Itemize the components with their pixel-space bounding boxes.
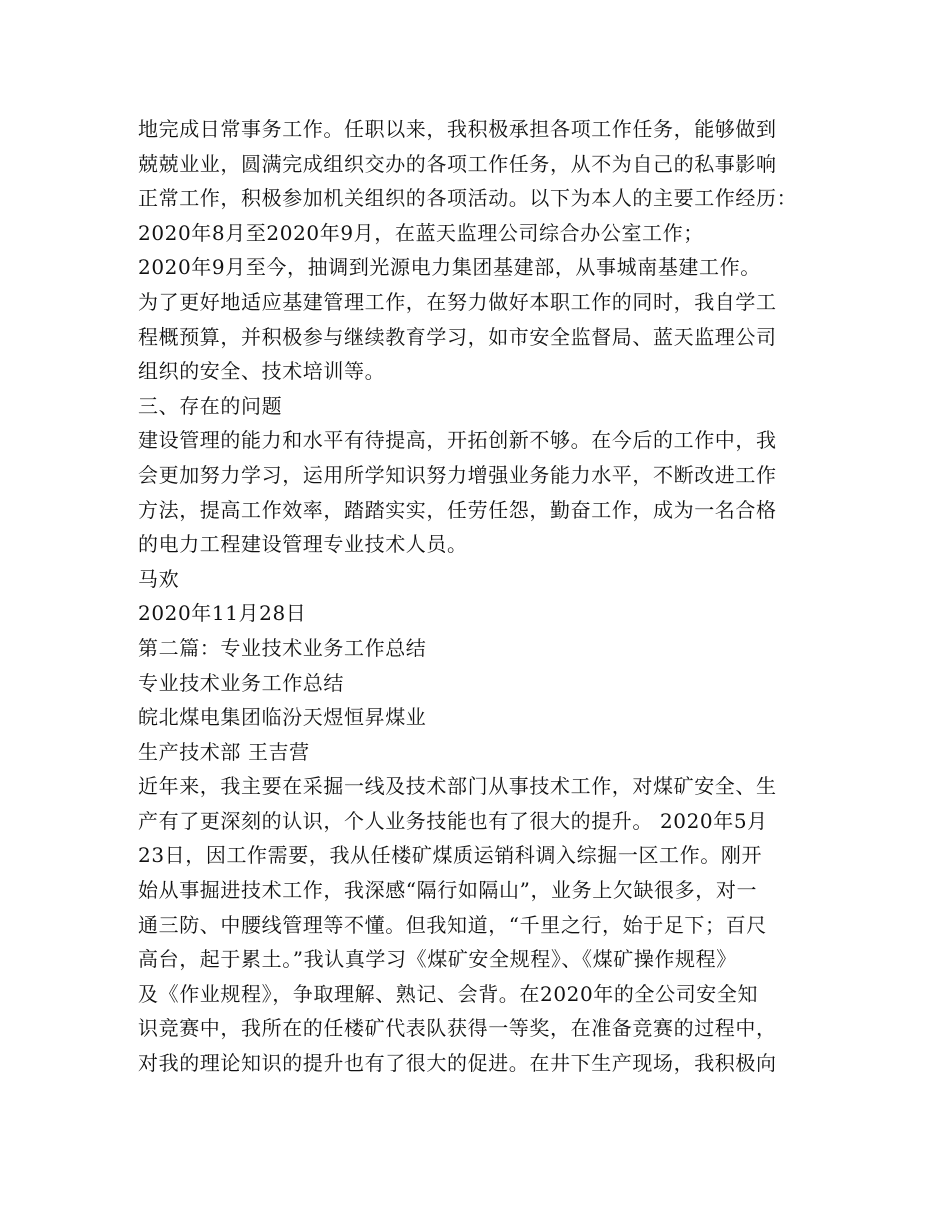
chapter-title: 第二篇：专业技术业务工作总结	[138, 635, 427, 660]
text-line: 为了更好地适应基建管理工作，在努力做好本职工作的同时，我自学工	[138, 289, 777, 314]
text-line: 程概预算，并积极参与继续教育学习，如市安全监督局、蓝天监理公司	[138, 324, 777, 349]
text-line: 建设管理的能力和水平有待提高，开拓创新不够。在今后的工作中，我	[138, 428, 777, 453]
text-line: 会更加努力学习，运用所学知识努力增强业务能力水平，不断改进工作	[138, 462, 777, 487]
signature-date: 2020年11月28日	[138, 601, 307, 626]
text-line: 正常工作，积极参加机关组织的各项活动。以下为本人的主要工作经历：	[138, 186, 798, 211]
author-line: 生产技术部 王吉营	[138, 739, 310, 764]
document-body	[138, 112, 838, 1081]
text-line: 近年来，我主要在采掘一线及技术部门从事技术工作，对煤矿安全、生	[138, 774, 777, 799]
text-line: 高台，起于累土。”我认真学习《煤矿安全规程》、《煤矿操作规程》	[138, 947, 737, 972]
text-line: 2020年9月至今，抽调到光源电力集团基建部，从事城南基建工作。	[138, 255, 761, 280]
signature-name: 马欢	[138, 566, 180, 591]
document-title: 专业技术业务工作总结	[138, 670, 344, 695]
text-line: 组织的安全、技术培训等。	[138, 359, 386, 384]
text-line: 23日，因工作需要，我从任楼矿煤质运销科调入综掘一区工作。刚开	[138, 843, 763, 868]
organization-name: 皖北煤电集团临汾天煜恒昇煤业	[138, 705, 427, 730]
text-line: 兢兢业业，圆满完成组织交办的各项工作任务，从不为自己的私事影响	[138, 151, 777, 176]
text-line: 通三防、中腰线管理等不懂。但我知道，“千里之行，始于足下；百尺	[138, 912, 767, 937]
text-line: 2020年8月至2020年9月，在蓝天监理公司综合办公室工作；	[138, 220, 704, 245]
text-line: 地完成日常事务工作。任职以来，我积极承担各项工作任务，能够做到	[138, 117, 777, 141]
text-line: 始从事掘进技术工作，我深感“隔行如隔山”，业务上欠缺很多，对一	[138, 878, 758, 903]
text-line: 识竞赛中，我所在的任楼矿代表队获得一等奖，在准备竞赛的过程中，	[138, 1016, 777, 1041]
section-heading: 三、存在的问题	[138, 393, 283, 418]
text-line: 方法，提高工作效率，踏踏实实，任劳任怨，勤奋工作，成为一名合格	[138, 497, 777, 522]
text-line: 对我的理论知识的提升也有了很大的促进。在井下生产现场，我积极向	[138, 1051, 777, 1076]
text-line: 产有了更深刻的认识，个人业务技能也有了很大的提升。 2020年5月	[138, 808, 768, 833]
text-line: 的电力工程建设管理专业技术人员。	[138, 532, 468, 557]
text-line: 及《作业规程》，争取理解、熟记、会背。在2020年的全公司安全知	[138, 981, 759, 1006]
